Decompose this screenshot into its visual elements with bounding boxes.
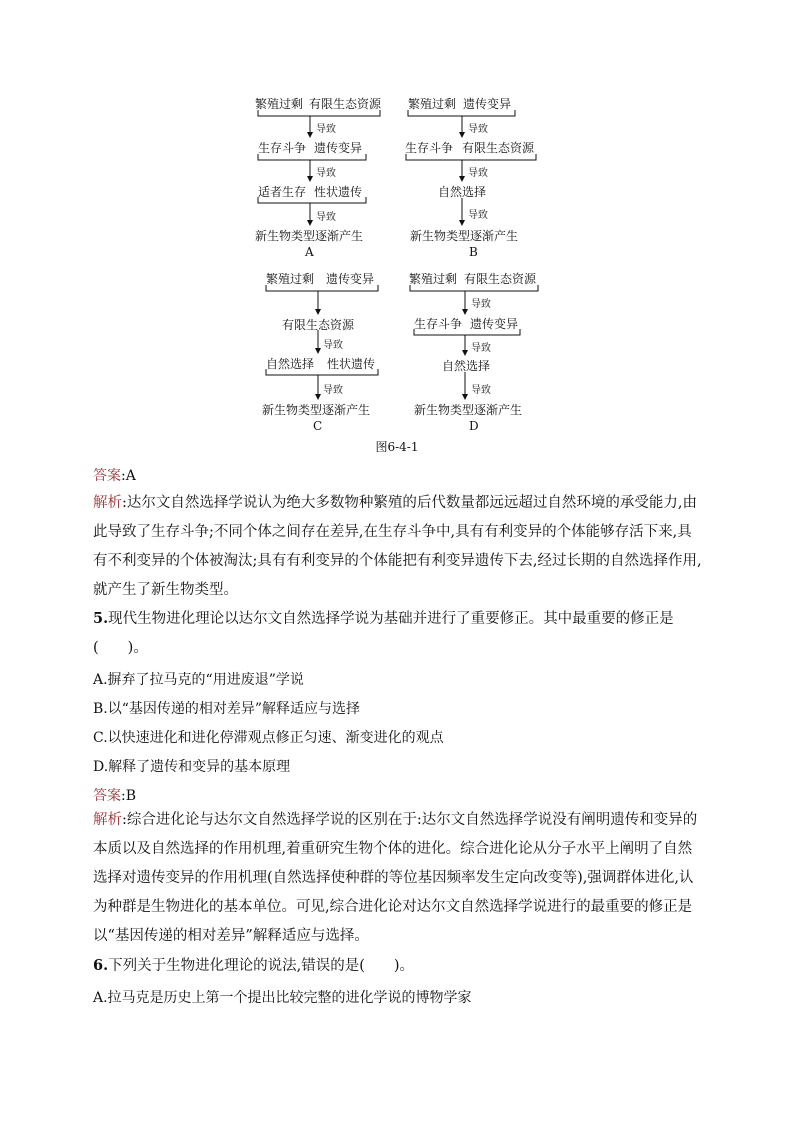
panel-c-result: 新生物类型逐渐产生: [262, 403, 371, 417]
panel-c-arrow-label-1: 导致: [323, 340, 343, 351]
q5-option-d: D.解释了遗传和变异的基本原理: [93, 759, 291, 775]
q5-answer-value: :B: [121, 788, 137, 804]
panel-c-row1-left: 繁殖过剩: [266, 272, 315, 286]
flow-lines: [0, 0, 794, 460]
panel-d-arrow-label-1: 导致: [471, 299, 491, 310]
panel-d-arrow-label-2: 导致: [471, 343, 491, 354]
q5-option-a: A.摒弃了拉马克的“用进废退”学说: [93, 672, 304, 688]
q6-number: 6.: [93, 957, 109, 974]
q5-analysis: [93, 806, 705, 951]
q5-blank: ( )。: [93, 640, 148, 656]
panel-b-row2-right: 有限生态资源: [462, 141, 535, 155]
q4-analysis: [93, 489, 705, 605]
q6-stem: [93, 951, 705, 981]
q5-number: 5.: [93, 610, 109, 627]
panel-c-row3-left: 自然选择: [266, 357, 315, 371]
q5-option-c: C.以快速进化和进化停滞观点修正匀速、渐变进化的观点: [93, 730, 444, 746]
panel-a-row1-left: 繁殖过剩: [255, 97, 304, 111]
panel-a-row2-right: 遗传变异: [314, 141, 363, 155]
panel-c-letter: C: [313, 419, 323, 433]
panel-a-row3-left: 适者生存: [258, 185, 307, 199]
panel-d-arrow-label-3: 导致: [471, 385, 491, 396]
panel-a-arrow-label-1: 导致: [316, 124, 336, 135]
panel-d-row3: 自然选择: [442, 359, 491, 373]
panel-b-row1-right: 遗传变异: [463, 97, 512, 111]
evolution-flow-figure: [0, 0, 794, 460]
panel-b-arrow-label-2: 导致: [468, 168, 488, 179]
q5-answer: [93, 785, 136, 805]
panel-a-letter: A: [305, 245, 314, 259]
panel-b-row1-left: 繁殖过剩: [408, 97, 457, 111]
panel-d-row2-right: 遗传变异: [470, 317, 519, 331]
q6-stem-text: 下列关于生物进化理论的说法,错误的是( )。: [108, 958, 415, 974]
q4-analysis-label: 解析: [93, 495, 122, 511]
panel-d-row2-left: 生存斗争: [414, 317, 463, 331]
panel-d-row1-left: 繁殖过剩: [409, 272, 458, 286]
q4-answer: [93, 465, 136, 485]
panel-d-letter: D: [469, 419, 479, 433]
q5-stem: [93, 604, 705, 663]
panel-b-result: 新生物类型逐渐产生: [410, 229, 519, 243]
panel-a-row3-right: 性状遗传: [314, 185, 363, 199]
q5-answer-label: 答案: [93, 788, 121, 804]
panel-b-arrow-label-1: 导致: [468, 124, 488, 135]
panel-a-row2-left: 生存斗争: [258, 141, 307, 155]
q4-answer-value: :A: [121, 468, 136, 484]
panel-b-row2-left: 生存斗争: [405, 141, 454, 155]
q5-analysis-label: 解析: [93, 812, 122, 828]
panel-c-row3-right: 性状遗传: [327, 357, 376, 371]
figure-caption: 图6-4-1: [375, 440, 419, 454]
panel-b-row3: 自然选择: [438, 185, 487, 199]
q5-option-b: B.以“基因传递的相对差异”解释适应与选择: [93, 701, 361, 717]
q4-analysis-text: :达尔文自然选择学说认为绝大多数物种繁殖的后代数量都远远超过自然环境的承受能力,由此导致了生存斗争;不同个体之间存在差异,在生存斗争中,具有有利变异的个体能够存活下来,具有不利变异的个体被淘汰;具有有利变异的个体能把有利变异遗传下去,经过长期的自然选择作用,就产生了新生物类型。: [93, 495, 702, 598]
panel-b-letter: B: [469, 245, 478, 259]
panel-c-arrow-label-2: 导致: [323, 385, 343, 396]
panel-c-row2: 有限生态资源: [282, 318, 355, 332]
q4-answer-label: 答案: [93, 468, 121, 484]
panel-d-result: 新生物类型逐渐产生: [414, 403, 523, 417]
panel-c-row1-right: 遗传变异: [326, 272, 375, 286]
panel-a-arrow-label-2: 导致: [316, 168, 336, 179]
q5-stem-text: 现代生物进化理论以达尔文自然选择学说为基础并进行了重要修正。其中最重要的修正是: [108, 611, 674, 627]
panel-d-row1-right: 有限生态资源: [464, 272, 537, 286]
q5-analysis-text: :综合进化论与达尔文自然选择学说的区别在于:达尔文自然选择学说没有阐明遗传和变异的本质以及自然选择的作用机理,着重研究生物个体的进化。综合进化论从分子水平上阐明了自然选择对遗传变异的作用机理(自然选择使种群的等位基因频率发生定向改变等),强调群体进化,认为种群是生物进化的基本单位。可见,综合进化论对达尔文自然选择学说进行的最重要的修正是以“基因传递的相对差异”解释适应与选择。: [93, 812, 698, 944]
panel-a-arrow-label-3: 导致: [316, 212, 336, 223]
q6-option-a: A.拉马克是历史上第一个提出比较完整的进化学说的博物学家: [93, 990, 472, 1006]
panel-a-result: 新生物类型逐渐产生: [255, 229, 364, 243]
panel-b-arrow-label-3: 导致: [468, 210, 488, 221]
panel-a-row1-right: 有限生态资源: [309, 97, 382, 111]
